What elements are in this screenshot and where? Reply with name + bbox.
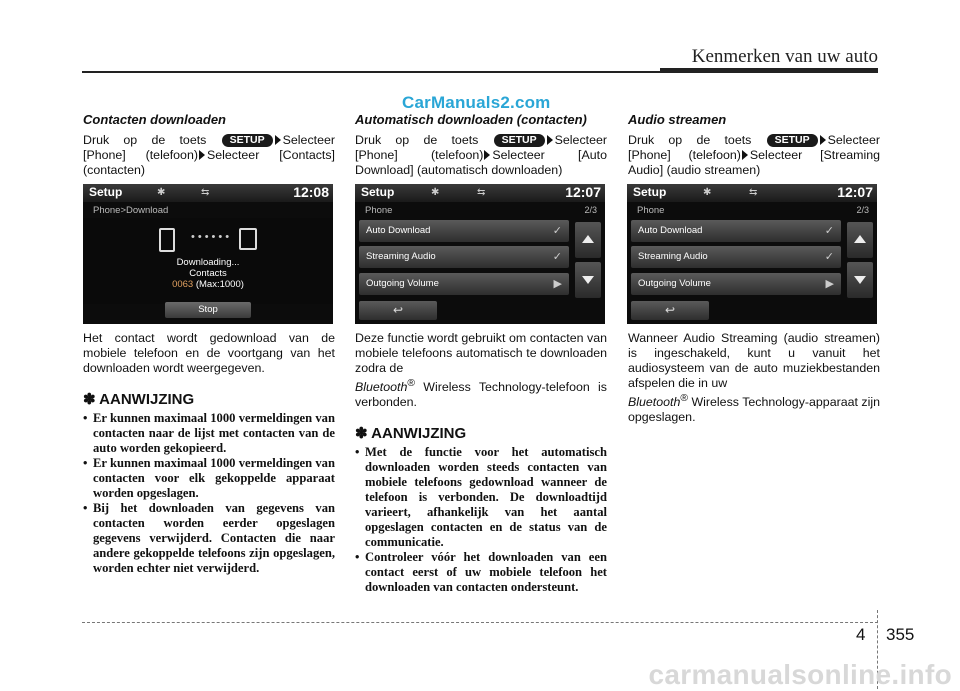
check-icon: ✓ [824,225,834,237]
scroll-down-button[interactable] [847,262,873,298]
note-bullet: • Er kunnen maximaal 1000 vermeldingen van contacten naar de lijst met contacten van de auto worden gekopieerd. [83,411,335,455]
setup-key-badge: SETUP [494,134,545,147]
screen-breadcrumb: Phone>Download [93,205,169,216]
check-icon: ✓ [552,251,562,263]
download-status: Downloading... [176,257,240,268]
phone-icon [159,228,175,252]
section-heading: Automatisch downloaden (contacten) [355,112,587,127]
screen-breadcrumb: Phone [365,205,393,216]
screen-clock: 12:07 [565,184,601,200]
chapter-number: 4 [856,625,866,644]
note-bullet: • Met de functie voor het automatisch downloaden worden steeds contacten van mobiele telefoons gedownload wanneer de telefoon is verbonden. De downloadtijd varieert, afhankelijk van het aantal opgeslagen contacten en de status van de communicatie. [355,445,607,550]
contact-list-icon [239,228,257,250]
column-auto-download [355,112,607,178]
screen-title: Setup [361,185,395,199]
back-button[interactable] [631,301,709,320]
instruction-text: Druk op de toets SETUP Selecteer [Phone] (telefoon) Selecteer [Streaming Audio] (audio streamen) [628,133,880,177]
arrow-right-icon [547,135,553,145]
screen-title: Setup [89,185,123,199]
column-auto-download-body [355,331,607,595]
check-icon: ✓ [824,251,834,263]
watermark-bottom: carmanualsonline.info [648,659,952,690]
menu-item-auto-download[interactable]: Auto Download ✓ [631,220,841,242]
screen-download-contacts [83,184,333,324]
stop-button[interactable]: Stop [165,302,251,318]
menu-item-streaming-audio[interactable]: Streaming Audio ✓ [359,246,569,268]
menu-item-auto-download[interactable]: Auto Download ✓ [359,220,569,242]
body-paragraph: Deze functie wordt gebruikt om contacten van mobiele telefoons automatisch te downloaden zodra de Bluetooth® Wireless Technology-telefoon is verbonden. [355,331,607,410]
setup-key-badge: SETUP [222,134,273,147]
download-count: 0063 (Max:1000) [172,279,244,290]
instruction-text: Druk op de toets SETUP Selecteer [Phone] (telefoon) Selecteer [Contacts] (contacten) [83,133,335,177]
menu-item-outgoing-volume[interactable]: Outgoing Volume ▶ [359,273,569,295]
back-button[interactable] [359,301,437,320]
watermark-top: CarManuals2.com [402,93,551,112]
page-indicator: 2/3 [584,205,597,215]
column-contacts-download [83,112,335,178]
arrow-right-icon [742,150,748,160]
scroll-up-button[interactable] [847,222,873,258]
section-heading: Contacten downloaden [83,112,226,127]
note-bullet: • Er kunnen maximaal 1000 vermeldingen van contacten voor elk gekoppelde apparaat worden opgeslagen. [83,456,335,500]
bluetooth-icon: ✱ [157,187,166,198]
menu-item-streaming-audio[interactable]: Streaming Audio ✓ [631,246,841,268]
setup-key-badge: SETUP [767,134,818,147]
column-audio-streaming-body [628,331,880,425]
screen-phone-settings [355,184,605,324]
screen-phone-settings [627,184,877,324]
usb-icon: ⇆ [477,187,486,198]
back-arrow-icon: ↩ [664,303,676,317]
body-paragraph: Wanneer Audio Streaming (audio streamen) is ingeschakeld, kunt u vanuit het audiosysteem van de auto muziekbestanden afspelen die in uw Bluetooth® Wireless Technology-apparaat zijn opgeslagen. [628,331,880,425]
usb-icon: ⇆ [749,187,758,198]
header-rule-accent [660,68,878,73]
arrow-right-icon [484,150,490,160]
screen-breadcrumb: Phone [637,205,665,216]
progress-dots-icon: •••••• [191,231,233,243]
arrow-right-icon [820,135,826,145]
screen-clock: 12:08 [293,184,329,200]
note-title: ✽ AANWIJZING [355,425,467,443]
scroll-down-button[interactable] [575,262,601,298]
download-type: Contacts [189,268,227,279]
bluetooth-icon: ✱ [431,187,440,198]
note-title: ✽ AANWIJZING [83,391,195,408]
page-indicator: 2/3 [856,205,869,215]
scroll-up-button[interactable] [575,222,601,258]
arrow-right-icon [275,135,281,145]
note-bullet: • Controleer vóór het downloaden van een contact eerst of uw mobiele telefoon het downloaden van contacten ondersteunt. [355,550,607,595]
play-arrow-icon: ▶ [825,278,834,290]
play-arrow-icon: ▶ [553,278,562,290]
screen-clock: 12:07 [837,184,873,200]
bluetooth-icon: ✱ [703,187,712,198]
page-number: 355 [886,625,915,644]
footer-rule [82,622,878,623]
check-icon: ✓ [552,225,562,237]
usb-icon: ⇆ [201,187,210,198]
menu-item-outgoing-volume[interactable]: Outgoing Volume ▶ [631,273,841,295]
arrow-right-icon [199,150,205,160]
column-audio-streaming [628,112,880,178]
section-heading: Audio streamen [628,112,727,127]
note-bullet: • Bij het downloaden van gegevens van contacten worden eerder opgeslagen gegevens verwijderd. Contacten die naar andere gekoppelde telefoons zijn opgeslagen, worden echter niet verwijderd. [83,501,335,575]
back-arrow-icon: ↩ [392,303,404,317]
body-paragraph: Het contact wordt gedownload van de mobiele telefoon en de voortgang van het downloaden wordt weergegeven. [83,331,335,375]
column-contacts-download-body [83,331,335,576]
running-header-title: Kenmerken van uw auto [691,46,878,67]
instruction-text: Druk op de toets SETUP Selecteer [Phone] (telefoon) Selecteer [Auto Download] (automatisch downloaden) [355,133,607,177]
screen-title: Setup [633,185,667,199]
